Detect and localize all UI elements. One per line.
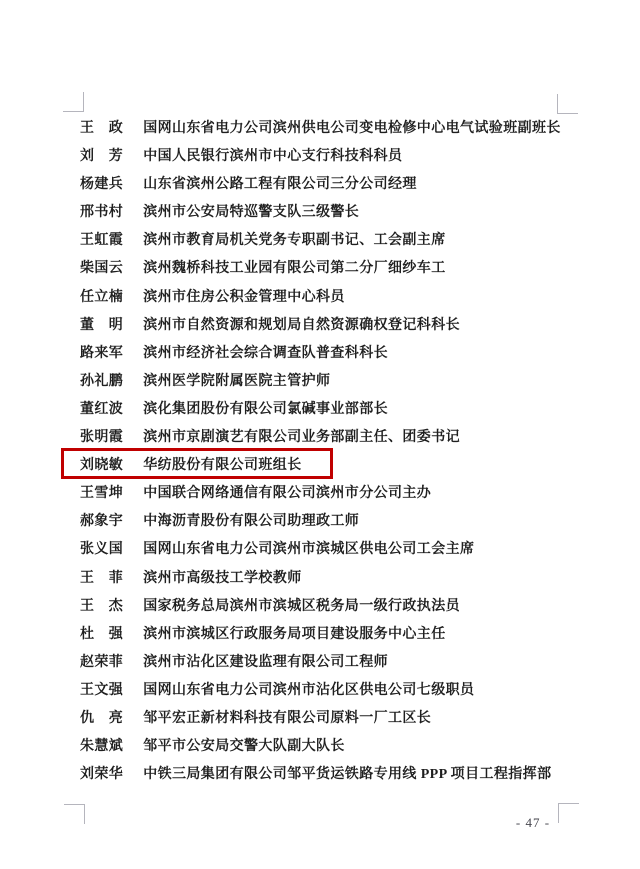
list-item bbox=[80, 593, 580, 621]
list-item bbox=[80, 143, 580, 171]
list-item bbox=[80, 705, 580, 733]
person-title: 中国人民银行滨州市中心支行科技科科员 bbox=[143, 149, 403, 165]
person-title: 滨州市教育局机关党务专职副书记、工会副主席 bbox=[143, 233, 446, 249]
person-name: 董 明 bbox=[80, 317, 124, 333]
crop-mark-bottom-left bbox=[64, 804, 85, 824]
person-name: 刘荣华 bbox=[80, 767, 124, 783]
person-name: 刘晓敏 bbox=[80, 458, 124, 474]
list-item bbox=[80, 761, 580, 789]
person-title: 中海沥青股份有限公司助理政工师 bbox=[143, 514, 360, 530]
person-name: 孙礼鹏 bbox=[80, 373, 124, 389]
person-title: 国网山东省电力公司滨州供电公司变电检修中心电气试验班副班长 bbox=[143, 121, 561, 136]
person-name: 张明霞 bbox=[80, 430, 124, 446]
list-item bbox=[80, 396, 580, 424]
person-title: 滨州市住房公积金管理中心科员 bbox=[143, 289, 345, 305]
list-item bbox=[80, 227, 580, 255]
person-name: 路来军 bbox=[80, 345, 124, 361]
person-title: 滨州市经济社会综合调查队普查科科长 bbox=[143, 345, 389, 361]
person-title: 邹平宏正新材料科技有限公司原料一厂工区长 bbox=[143, 710, 432, 726]
crop-mark-bottom-right bbox=[558, 803, 579, 823]
list-item bbox=[80, 340, 580, 368]
person-name: 张义国 bbox=[80, 542, 124, 558]
person-name: 董红波 bbox=[80, 401, 124, 417]
list-item bbox=[80, 480, 580, 508]
person-title: 中国联合网络通信有限公司滨州市分公司主办 bbox=[143, 486, 432, 502]
person-name: 王 杰 bbox=[80, 598, 124, 614]
person-title: 国家税务总局滨州市滨城区税务局一级行政执法员 bbox=[143, 598, 461, 614]
person-title: 滨州市沾化区建设监理有限公司工程师 bbox=[143, 654, 389, 670]
person-name: 王虹霞 bbox=[80, 233, 124, 249]
person-name: 郝象宇 bbox=[80, 514, 124, 530]
person-title: 滨州魏桥科技工业园有限公司第二分厂细纱车工 bbox=[143, 261, 446, 277]
person-title: 中铁三局集团有限公司邹平货运铁路专用线 PPP 项目工程指挥部 bbox=[143, 767, 552, 783]
person-name: 邢书村 bbox=[80, 205, 124, 221]
list-item bbox=[80, 424, 580, 452]
list-item bbox=[80, 115, 580, 143]
award-list bbox=[80, 115, 580, 789]
person-name: 任立楠 bbox=[80, 289, 124, 305]
list-item bbox=[80, 733, 580, 761]
list-item bbox=[80, 171, 580, 199]
page-number: - 47 - bbox=[515, 815, 551, 830]
person-title: 滨州市滨城区行政服务局项目建设服务中心主任 bbox=[143, 626, 446, 642]
person-name: 朱慧斌 bbox=[80, 739, 124, 755]
list-item bbox=[80, 565, 580, 593]
list-item bbox=[80, 621, 580, 649]
list-item bbox=[80, 649, 580, 677]
person-title: 国网山东省电力公司滨州市沾化区供电公司七级职员 bbox=[143, 682, 475, 698]
list-item bbox=[80, 536, 580, 564]
person-title: 滨州市自然资源和规划局自然资源确权登记科科长 bbox=[143, 317, 461, 333]
list-item bbox=[80, 255, 580, 283]
list-item bbox=[80, 312, 580, 340]
person-name: 刘 芳 bbox=[80, 149, 124, 165]
person-title: 滨州市京剧演艺有限公司业务部副主任、团委书记 bbox=[143, 430, 461, 446]
crop-mark-top-left bbox=[63, 92, 84, 112]
person-name: 杨建兵 bbox=[80, 177, 124, 193]
person-name: 王雪坤 bbox=[80, 486, 124, 502]
person-name: 杜 强 bbox=[80, 626, 124, 642]
person-name: 王 政 bbox=[80, 121, 124, 136]
list-item bbox=[80, 677, 580, 705]
person-title: 滨化集团股份有限公司氯碱事业部部长 bbox=[143, 401, 389, 417]
person-title: 滨州医学院附属医院主管护师 bbox=[143, 373, 331, 389]
person-title: 邹平市公安局交警大队副大队长 bbox=[143, 739, 345, 755]
person-title: 华纺股份有限公司班组长 bbox=[143, 458, 302, 474]
person-title: 滨州市高级技工学校教师 bbox=[143, 570, 302, 586]
list-item bbox=[80, 508, 580, 536]
person-name: 王文强 bbox=[80, 682, 124, 698]
list-item bbox=[80, 284, 580, 312]
person-name: 王 菲 bbox=[80, 570, 124, 586]
list-item bbox=[80, 452, 580, 480]
crop-mark-top-right bbox=[557, 94, 578, 114]
person-name: 赵荣菲 bbox=[80, 654, 124, 670]
person-title: 国网山东省电力公司滨州市滨城区供电公司工会主席 bbox=[143, 542, 475, 558]
person-name: 仇 亮 bbox=[80, 710, 124, 726]
list-item bbox=[80, 199, 580, 227]
person-title: 山东省滨州公路工程有限公司三分公司经理 bbox=[143, 177, 417, 193]
person-name: 柴国云 bbox=[80, 261, 124, 277]
list-item bbox=[80, 368, 580, 396]
person-title: 滨州市公安局特巡警支队三级警长 bbox=[143, 205, 360, 221]
